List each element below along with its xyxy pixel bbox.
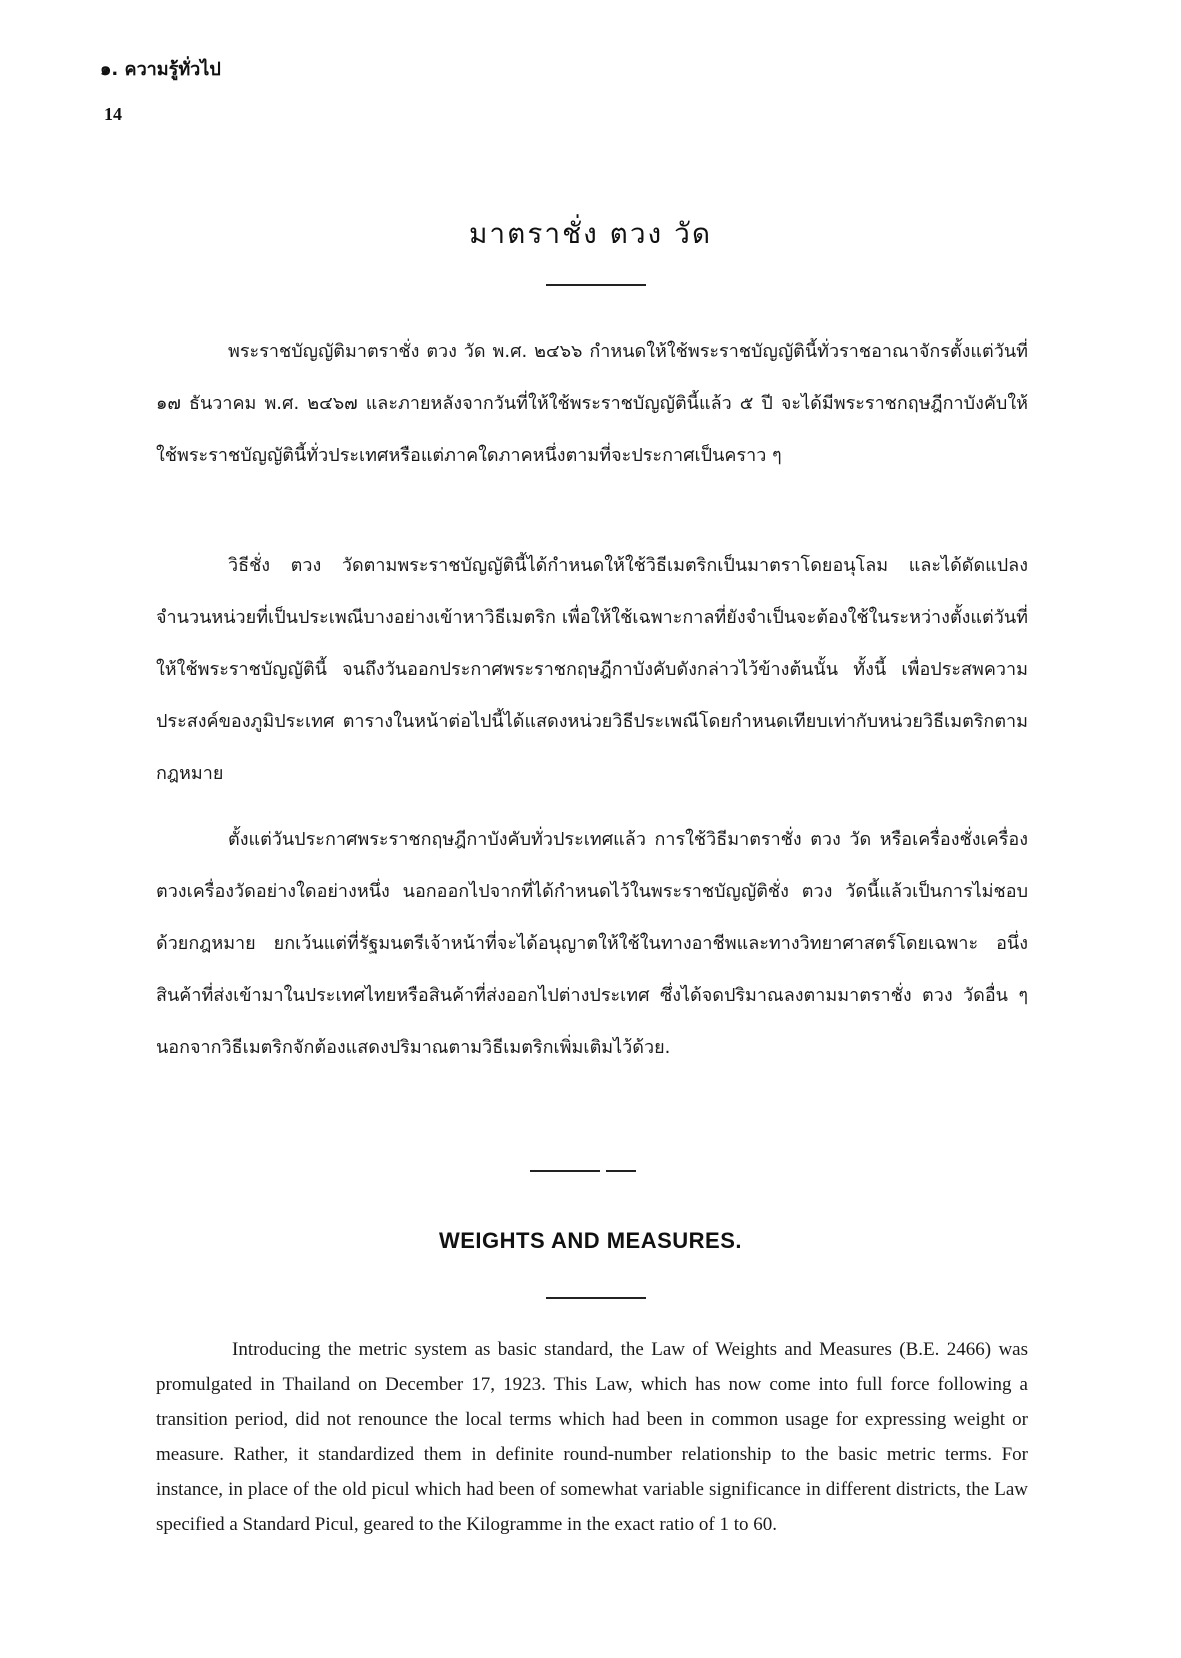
english-title-divider (546, 1297, 646, 1299)
english-section-title: WEIGHTS AND MEASURES. (438, 1228, 743, 1253)
title-divider (546, 284, 646, 286)
thai-paragraph-text: พระราชบัญญัติมาตราชั่ง ตวง วัด พ.ศ. ๒๔๖๖ กำหนดให้ใช้พระราชบัญญัตินี้ทั่วราชอาณาจักรตั้งแต่วันที่ ๑๗ ธันวาคม พ.ศ. ๒๔๖๗ และภายหลังจากวันที่ให้ใช้พระราชบัญญัตินี้แล้ว ๕ ปี จะได้มีพระราชกฤษฎีกาบังคับให้ใช้พระราชบัญญัตินี้ทั่วประเทศหรือแต่ภาคใดภาคหนึ่งตามที่จะประกาศเป็นคราว ๆ (156, 341, 1028, 466)
section-divider (530, 1170, 600, 1172)
thai-paragraph-text: ตั้งแต่วันประกาศพระราชกฤษฎีกาบังคับทั่วประเทศแล้ว การใช้วิธีมาตราชั่ง ตวง วัด หรือเครื่องชั่งเครื่องตวงเครื่องวัดอย่างใดอย่างหนึ่ง นอกออกไปจากที่ได้กำหนดไว้ในพระราชบัญญัติชั่ง ตวง วัดนี้แล้วเป็นการไม่ชอบด้วยกฎหมาย ยกเว้นแต่ที่รัฐมนตรีเจ้าหน้าที่จะได้อนุญาตให้ใช้ในทางอาชีพและทางวิทยาศาสตร์โดยเฉพาะ อนึ่ง สินค้าที่ส่งเข้ามาในประเทศไทยหรือสินค้าที่ส่งออกไปต่างประเทศ ซึ่งได้จดปริมาณลงตามมาตราชั่ง ตวง วัดอื่น ๆ นอกจากวิธีเมตริกจักต้องแสดงปริมาณตามวิธีเมตริกเพิ่มเติมไว้ด้วย. (156, 829, 1028, 1058)
running-head: ๑. ความรู้ทั่วไป (100, 59, 221, 80)
thai-paragraph-3 (156, 814, 1028, 1074)
english-paragraph (156, 1332, 1028, 1542)
section-divider-short (606, 1170, 636, 1172)
page-number: 14 (104, 104, 122, 124)
thai-paragraph-text: วิธีชั่ง ตวง วัดตามพระราชบัญญัตินี้ได้กำหนดให้ใช้วิธีเมตริกเป็นมาตราโดยอนุโลม และได้ดัดแปลงจำนวนหน่วยที่เป็นประเพณีบางอย่างเข้าหาวิธีเมตริก เพื่อให้ใช้เฉพาะกาลที่ยังจำเป็นจะต้องใช้ในระหว่างตั้งแต่วันที่ให้ใช้พระราชบัญญัตินี้ จนถึงวันออกประกาศพระราชกฤษฎีกาบังคับดังกล่าวไว้ข้างต้นนั้น ทั้งนี้ เพื่อประสพความประสงค์ของภูมิประเทศ ตารางในหน้าต่อไปนี้ได้แสดงหน่วยวิธีประเพณีโดยกำหนดเทียบเท่ากับหน่วยวิธีเมตริกตามกฎหมาย (156, 555, 1028, 784)
thai-paragraph-2 (156, 540, 1028, 800)
english-paragraph-text: Introducing the metric system as basic standard, the Law of Weights and Measures (B.E. 2466) was promulgated in Thailand on December 17, 1923. This Law, which has now come into full force following a transition period, did not renounce the local terms which had been in common usage for expressing weight or measure. Rather, it standardized them in definite round-number relationship to the basic metric terms. For instance, in place of the old picul which had been of somewhat variable significance in different districts, the Law specified a Standard Picul, geared to the Kilogramme in the exact ratio of 1 to 60. (156, 1339, 1028, 1535)
thai-paragraph-1 (156, 326, 1028, 482)
thai-section-title: มาตราชั่ง ตวง วัด (468, 217, 713, 250)
